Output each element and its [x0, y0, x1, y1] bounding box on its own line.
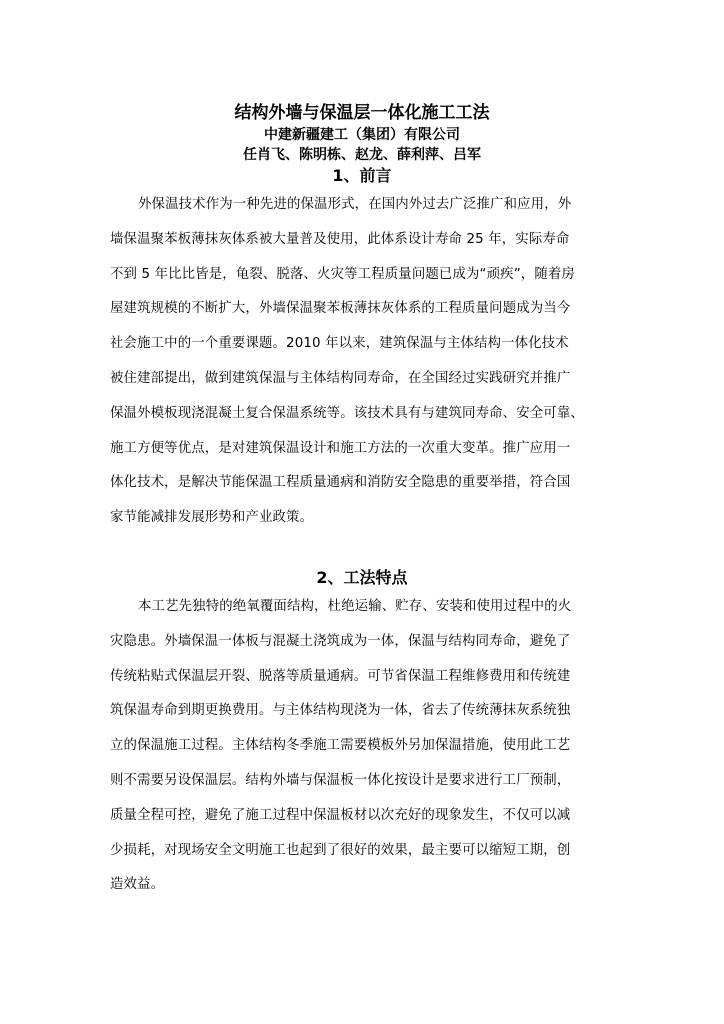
- document-title: 结构外墙与保温层一体化施工工法: [234, 103, 490, 123]
- section-heading-preface: 1、前言: [332, 166, 392, 185]
- paragraph-line: 筑保温寿命到期更换费用。与主体结构现浇为一体，省去了传统薄抹灰系统独: [110, 703, 571, 719]
- paragraph-preface: [110, 188, 618, 536]
- paragraph-line: 保温外模板现浇混凝土复合保温系统等。该技术具有与建筑同寿命、安全可靠、: [110, 405, 584, 421]
- author-list: 任肖飞、陈明栋、赵龙、薛利萍、吕军: [243, 147, 481, 163]
- paragraph-line: 被住建部提出，做到建筑保温与主体结构同寿命，在全国经过实践研究并推广: [110, 370, 571, 386]
- paragraph-line: 灾隐患。外墙保温一体板与混凝土浇筑成为一体，保温与结构同寿命，避免了: [110, 633, 571, 649]
- section-heading-features: 2、工法特点: [316, 568, 408, 587]
- paragraph-line: 体化技术，是解决节能保温工程质量通病和消防安全隐患的重要举措，符合国: [110, 475, 571, 491]
- paragraph-line: 传统粘贴式保温层开裂、脱落等质量通病。可节省保温工程维修费用和传统建: [110, 668, 571, 684]
- paragraph-line: 墙保温聚苯板薄抹灰体系被大量普及使用，此体系设计寿命 25 年，实际寿命: [110, 231, 570, 247]
- paragraph-line: 不到 5 年比比皆是，龟裂、脱落、火灾等工程质量问题已成为“顽疾”，随着房: [110, 266, 575, 282]
- paragraph-line: 本工艺先独特的绝氧覆面结构，杜绝运输、贮存、安装和使用过程中的火: [138, 599, 572, 614]
- paragraph-line: 屋建筑规模的不断扩大，外墙保温聚苯板薄抹灰体系的工程质量问题成为当今: [110, 301, 571, 317]
- paragraph-features: [110, 590, 618, 903]
- paragraph-line: 造效益。: [110, 877, 165, 893]
- paragraph-line: 少损耗，对现场安全文明施工也起到了很好的效果，最主要可以缩短工期，创: [110, 842, 571, 858]
- organization-name: 中建新疆建工（集团）有限公司: [264, 127, 460, 143]
- paragraph-line: 则不需要另设保温层。结构外墙与保温板一体化按设计是要求进行工厂预制，: [110, 772, 571, 788]
- paragraph-line: 外保温技术作为一种先进的保温形式，在国内外过去广泛推广和应用，外: [138, 197, 572, 212]
- paragraph-line: 立的保温施工过程。主体结构冬季施工需要模板外另加保温措施，使用此工艺: [110, 738, 571, 754]
- paragraph-line: 家节能减排发展形势和产业政策。: [110, 510, 314, 526]
- paragraph-line: 质量全程可控，避免了施工过程中保温板材以次充好的现象发生，不仅可以减: [110, 807, 571, 823]
- paragraph-line: 社会施工中的一个重要课题。2010 年以来，建筑保温与主体结构一体化技术: [110, 336, 569, 352]
- paragraph-line: 施工方便等优点，是对建筑保温设计和施工方法的一次重大变革。推广应用一: [110, 440, 571, 456]
